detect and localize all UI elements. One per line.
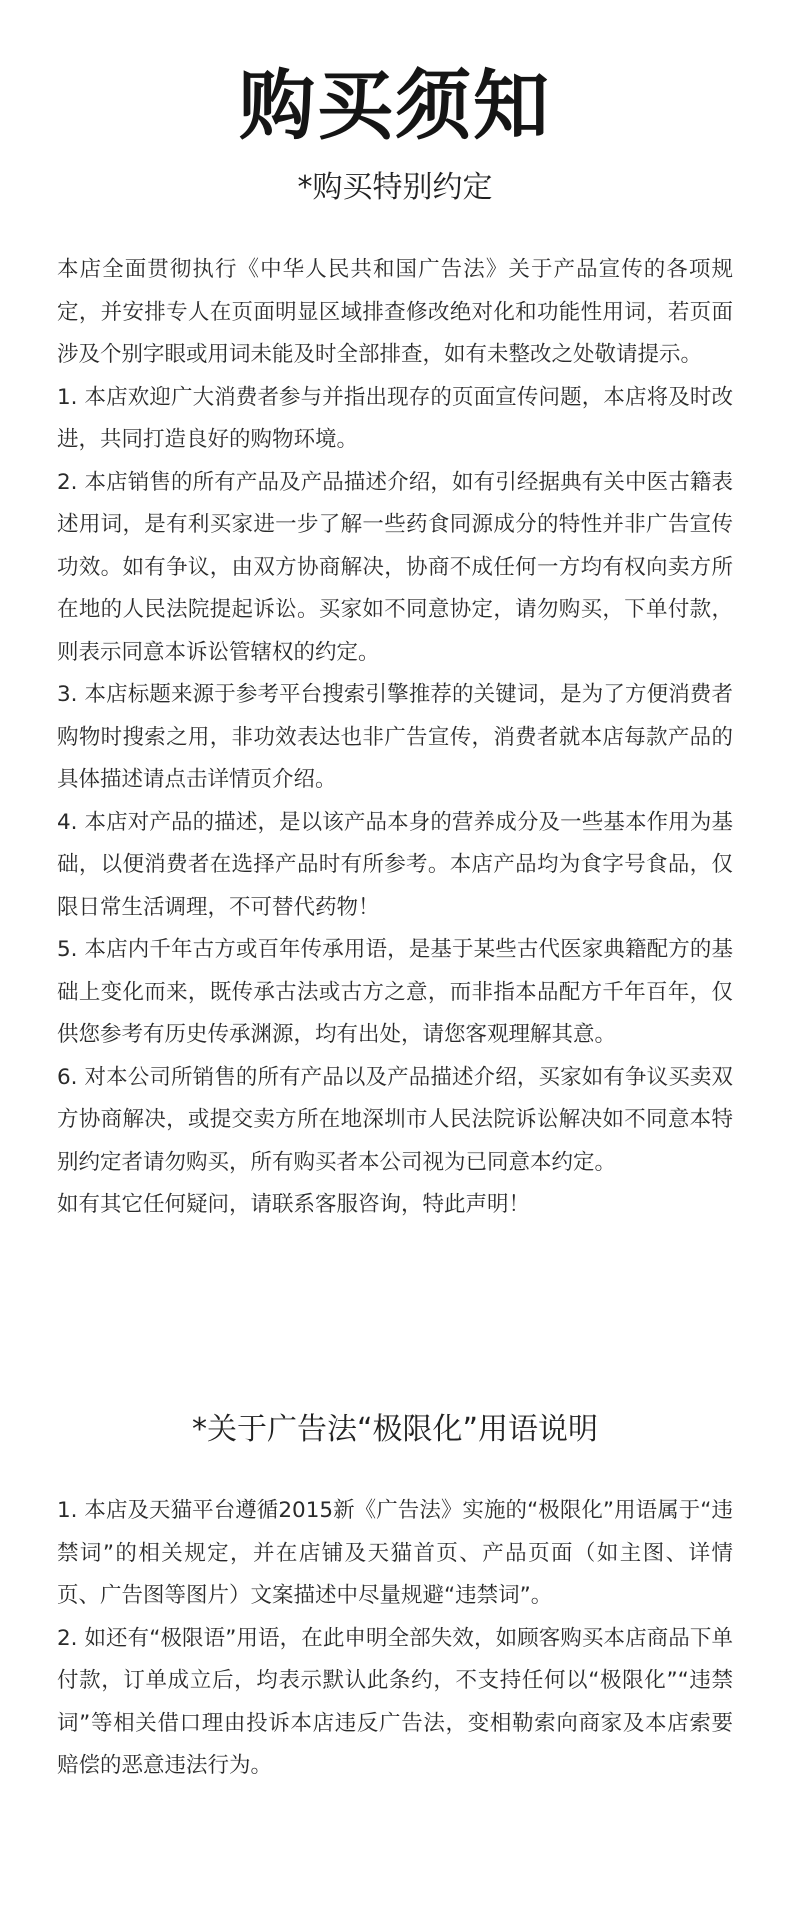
page-title: 购买须知: [239, 61, 551, 150]
ad-law-text: [57, 1490, 733, 1788]
closing-statement: 如有其它任何疑问，请联系客服咨询，特此声明！: [57, 1192, 531, 1217]
agreement-item-6: 6. 对本公司所销售的所有产品以及产品描述介绍，买家如有争议买卖双方协商解决，或提交卖方所在地深圳市人民法院诉讼解决如不同意本特别约定者请勿购买，所有购买者本公司视为已同意本约定。: [57, 1064, 733, 1175]
agreement-item-4: 4. 本店对产品的描述，是以该产品本身的营养成分及一些基本作用为基础，以便消费者在选择产品时有所参考。本店产品均为食字号食品，仅限日常生活调理，不可替代药物！: [57, 809, 733, 920]
special-agreement-text: [57, 249, 733, 1227]
agreement-item-1: 1. 本店欢迎广大消费者参与并指出现存的页面宣传问题，本店将及时改进，共同打造良好的购物环境。: [57, 384, 733, 452]
ad-law-item-1: 1. 本店及天猫平台遵循2015新《广告法》实施的“极限化”用语属于“违禁词”的相关规定，并在店铺及天猫首页、产品页面（如主图、详情页、广告图等图片）文案描述中尽量规避“违禁词”。: [57, 1498, 733, 1608]
agreement-item-3: 3. 本店标题来源于参考平台搜索引擎推荐的关键词，是为了方便消费者购物时搜索之用，非功效表达也非广告宣传，消费者就本店每款产品的具体描述请点击详情页介绍。: [57, 682, 733, 792]
intro-paragraph: 本店全面贯彻执行《中华人民共和国广告法》关于产品宣传的各项规定，并安排专人在页面明显区域排查修改绝对化和功能性用词，若页面涉及个别字眼或用词未能及时全部排查，如有未整改之处敬请提示。: [57, 257, 733, 367]
ad-law-item-2: 2. 如还有“极限语”用语，在此申明全部失效，如顾客购买本店商品下单付款，订单成立后，均表示默认此条约，不支持任何以“极限化”“违禁词”等相关借口理由投诉本店违反广告法，变相勒索向商家及本店索要赔偿的恶意违法行为。: [57, 1625, 733, 1778]
agreement-item-5: 5. 本店内千年古方或百年传承用语，是基于某些古代医家典籍配方的基础上变化而来，既传承古法或古方之意，而非指本品配方千年百年，仅供您参考有历史传承渊源，均有出处，请您客观理解其意。: [57, 937, 733, 1047]
agreement-item-2: 2. 本店销售的所有产品及产品描述介绍，如有引经据典有关中医古籍表述用词，是有利买家进一步了解一些药食同源成分的特性并非广告宣传功效。如有争议，由双方协商解决，协商不成任何一方均有权向卖方所在地的人民法院提起诉讼。买家如不同意协定，请勿购买，下单付款，则表示同意本诉讼管辖权的约定。: [57, 469, 733, 665]
section-heading-special-agreement: *购买特别约定: [297, 170, 493, 205]
section-heading-ad-law: *关于广告法“极限化”用语说明: [191, 1412, 599, 1447]
